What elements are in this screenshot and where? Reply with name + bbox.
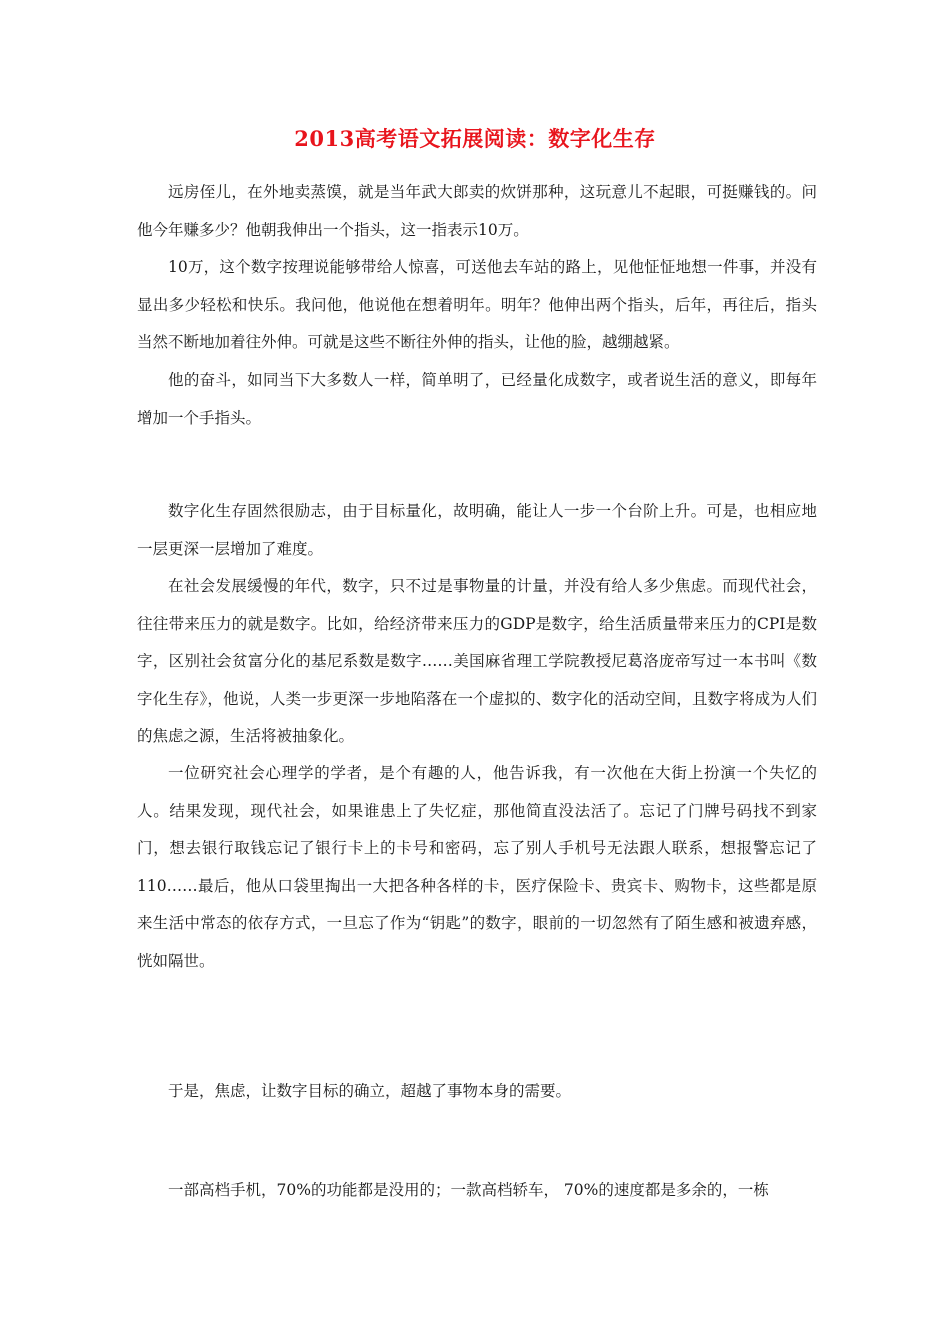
paragraph: 数字化生存固然很励志，由于目标量化，故明确，能让人一步一个台阶上升。可是，也相应地一层更深一层增加了难度。 [137, 502, 817, 558]
paragraph: 一位研究社会心理学的学者，是个有趣的人，他告诉我，有一次他在大街上扮演一个失忆的人。结果发现，现代社会，如果谁患上了失忆症，那他简直没法活了。忘记了门牌号码找不到家门，想去银行取钱忘记了银行卡上的卡号和密码，忘了别人手机号无法跟人联系，想报警忘记了110……最后，他从口袋里掏出一大把各种各样的卡，医疗保险卡、贵宾卡、购物卡，这些都是原来生活中常态的依存方式，一旦忘了作为“钥匙”的数字，眼前的一切忽然有了陌生感和被遗弃感，恍如隔世。 [137, 764, 817, 970]
paragraph: 他的奋斗，如同当下大多数人一样，简单明了，已经量化成数字，或者说生活的意义，即每年增加一个手指头。 [137, 371, 817, 427]
paragraph: 一部高档手机，70%的功能都是没用的；一款高档轿车， 70%的速度都是多余的，一栋 [168, 1181, 769, 1199]
paragraph: 于是，焦虑，让数字目标的确立，超越了事物本身的需要。 [168, 1082, 572, 1100]
paragraph: 远房侄儿，在外地卖蒸馍，就是当年武大郎卖的炊饼那种，这玩意儿不起眼，可挺赚钱的。问他今年赚多少？他朝我伸出一个指头，这一指表示10万。 [137, 183, 817, 239]
paragraph: 在社会发展缓慢的年代，数字，只不过是事物量的计量，并没有给人多少焦虑。而现代社会，往往带来压力的就是数字。比如，给经济带来压力的GDP是数字，给生活质量带来压力的CPI是数字，区别社会贫富分化的基尼系数是数字……美国麻省理工学院教授尼葛洛庞帝写过一本书叫《数字化生存》，他说，人类一步更深一步地陷落在一个虚拟的、数字化的活动空间，且数字将成为人们的焦虑之源，生活将被抽象化。 [137, 577, 817, 745]
document-title: 2013高考语文拓展阅读：数字化生存 [294, 126, 656, 151]
paragraph: 10万，这个数字按理说能够带给人惊喜，可送他去车站的路上，见他怔怔地想一件事，并没有显出多少轻松和快乐。我问他，他说他在想着明年。明年？他伸出两个指头，后年，再往后，指头当然不断地加着往外伸。可就是这些不断往外伸的指头，让他的脸，越绷越紧。 [137, 258, 817, 351]
